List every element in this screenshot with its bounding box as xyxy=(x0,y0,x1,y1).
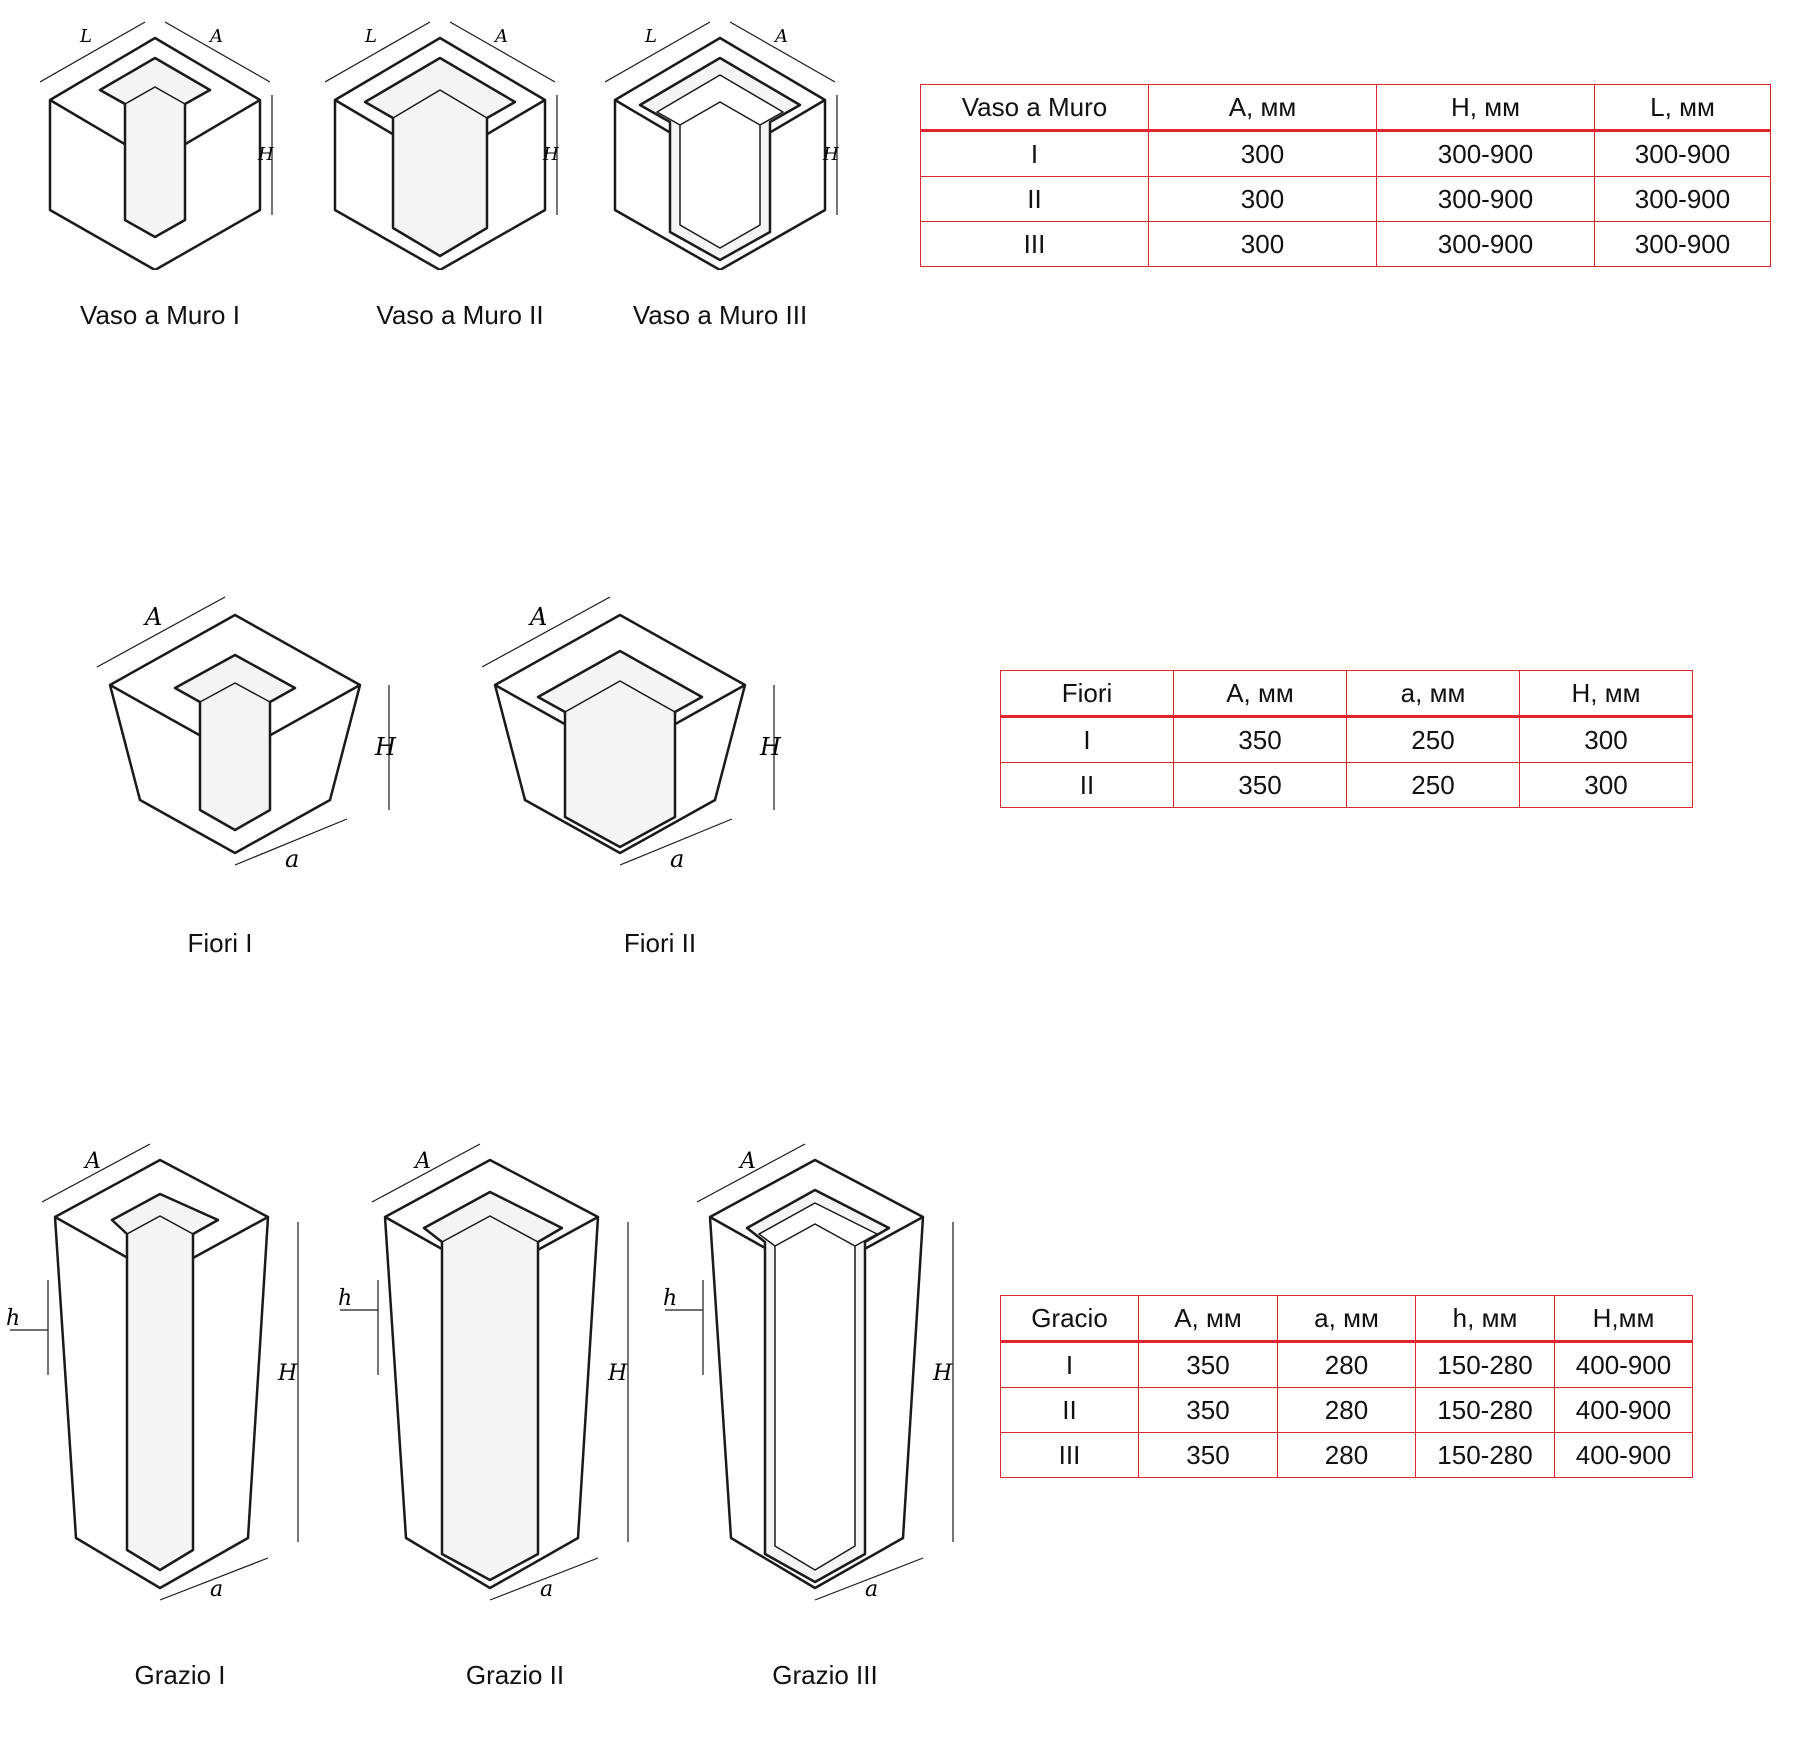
table-header: a, мм xyxy=(1278,1296,1416,1342)
table-header: L, мм xyxy=(1595,85,1771,131)
table-row xyxy=(921,177,1771,222)
table-cell: 300 xyxy=(1520,763,1693,808)
dim-label-h: h xyxy=(338,1286,353,1311)
table-cell: 350 xyxy=(1139,1433,1278,1478)
caption-fiori-1: Fiori I xyxy=(187,928,253,958)
table-cell: 150-280 xyxy=(1416,1433,1555,1478)
table-cell: 280 xyxy=(1278,1388,1416,1433)
table-cell: 400-900 xyxy=(1555,1342,1693,1388)
table-cell: 300-900 xyxy=(1377,177,1595,222)
table-row xyxy=(1001,1433,1693,1478)
table-header: Vaso a Muro xyxy=(921,85,1149,131)
table-cell: 300 xyxy=(1149,222,1377,267)
caption-vaso-1: Vaso a Muro I xyxy=(80,300,240,330)
dim-label-A: A xyxy=(775,26,788,47)
dim-label-H: H xyxy=(278,1361,298,1386)
table-cell: I xyxy=(1001,1342,1139,1388)
dim-label-H: H xyxy=(933,1361,953,1386)
table-row xyxy=(1001,763,1693,808)
dim-label-a: a xyxy=(670,845,685,873)
caption-grazio-3: Grazio III xyxy=(772,1660,878,1690)
table-cell: 150-280 xyxy=(1416,1342,1555,1388)
caption-vaso-3: Vaso a Muro III xyxy=(632,300,808,330)
table-row xyxy=(921,131,1771,177)
table-cell: 300-900 xyxy=(1377,222,1595,267)
dim-label-a: a xyxy=(285,845,300,873)
dim-label-L: L xyxy=(80,26,92,47)
table-cell: 280 xyxy=(1278,1433,1416,1478)
table-cell: 350 xyxy=(1139,1388,1278,1433)
caption-grazio-2: Grazio II xyxy=(465,1660,565,1690)
table-row xyxy=(1001,1388,1693,1433)
table-header: H, мм xyxy=(1377,85,1595,131)
dim-label-H: H xyxy=(608,1361,628,1386)
dim-label-H: H xyxy=(258,144,274,165)
table-cell: III xyxy=(921,222,1149,267)
table-header-row xyxy=(921,85,1771,131)
dim-label-A: A xyxy=(530,603,548,631)
table-header: H,мм xyxy=(1555,1296,1693,1342)
table-cell: 300-900 xyxy=(1595,131,1771,177)
table-cell: 300 xyxy=(1149,177,1377,222)
dim-label-a: a xyxy=(865,1577,879,1602)
table-cell: I xyxy=(921,131,1149,177)
dim-label-H: H xyxy=(375,733,396,761)
table-cell: 350 xyxy=(1139,1342,1278,1388)
dim-label-A: A xyxy=(210,26,223,47)
table-cell: 300-900 xyxy=(1377,131,1595,177)
dim-label-h: h xyxy=(663,1286,678,1311)
table-row xyxy=(1001,717,1693,763)
dim-label-H: H xyxy=(543,144,559,165)
table-header: A, мм xyxy=(1139,1296,1278,1342)
dim-label-a: a xyxy=(210,1577,224,1602)
table-cell: I xyxy=(1001,717,1174,763)
fiori-drawing-1 xyxy=(85,585,415,885)
table-cell: 400-900 xyxy=(1555,1433,1693,1478)
vaso-drawing-3 xyxy=(605,20,845,270)
table-header: a, мм xyxy=(1347,671,1520,717)
caption-vaso-2: Vaso a Muro II xyxy=(376,300,544,330)
table-cell: 250 xyxy=(1347,717,1520,763)
dim-label-h: h xyxy=(6,1306,21,1331)
table-header: Fiori xyxy=(1001,671,1174,717)
table-header-row xyxy=(1001,671,1693,717)
table-header: Gracio xyxy=(1001,1296,1139,1342)
vaso-drawing-1 xyxy=(40,20,280,270)
table-row xyxy=(921,222,1771,267)
fiori-spec-table xyxy=(1000,670,1693,808)
table-header: H, мм xyxy=(1520,671,1693,717)
table-cell: 300-900 xyxy=(1595,222,1771,267)
vaso-spec-table xyxy=(920,84,1771,267)
dim-label-H: H xyxy=(760,733,781,761)
table-cell: 300 xyxy=(1520,717,1693,763)
dim-label-A: A xyxy=(740,1149,756,1174)
dim-label-A: A xyxy=(85,1149,101,1174)
table-header: A, мм xyxy=(1174,671,1347,717)
dim-label-A: A xyxy=(145,603,163,631)
table-cell: 300 xyxy=(1149,131,1377,177)
fiori-drawing-2 xyxy=(470,585,800,885)
table-cell: II xyxy=(1001,1388,1139,1433)
dim-label-A: A xyxy=(495,26,508,47)
grazio-drawing-1 xyxy=(0,1130,320,1630)
table-cell: 400-900 xyxy=(1555,1388,1693,1433)
table-cell: 280 xyxy=(1278,1342,1416,1388)
table-cell: 350 xyxy=(1174,717,1347,763)
dim-label-L: L xyxy=(645,26,657,47)
grazio-drawing-3 xyxy=(655,1130,975,1630)
dim-label-L: L xyxy=(365,26,377,47)
table-header-row xyxy=(1001,1296,1693,1342)
dim-label-A: A xyxy=(415,1149,431,1174)
table-cell: 150-280 xyxy=(1416,1388,1555,1433)
table-cell: 350 xyxy=(1174,763,1347,808)
table-row xyxy=(1001,1342,1693,1388)
dim-label-a: a xyxy=(540,1577,554,1602)
caption-fiori-2: Fiori II xyxy=(623,928,697,958)
grazio-spec-table xyxy=(1000,1295,1693,1478)
dim-label-H: H xyxy=(823,144,839,165)
table-cell: 300-900 xyxy=(1595,177,1771,222)
grazio-drawing-2 xyxy=(330,1130,650,1630)
table-cell: III xyxy=(1001,1433,1139,1478)
table-header: A, мм xyxy=(1149,85,1377,131)
table-cell: 250 xyxy=(1347,763,1520,808)
table-cell: II xyxy=(921,177,1149,222)
table-header: h, мм xyxy=(1416,1296,1555,1342)
table-cell: II xyxy=(1001,763,1174,808)
caption-grazio-1: Grazio I xyxy=(134,1660,226,1690)
vaso-drawing-2 xyxy=(325,20,565,270)
